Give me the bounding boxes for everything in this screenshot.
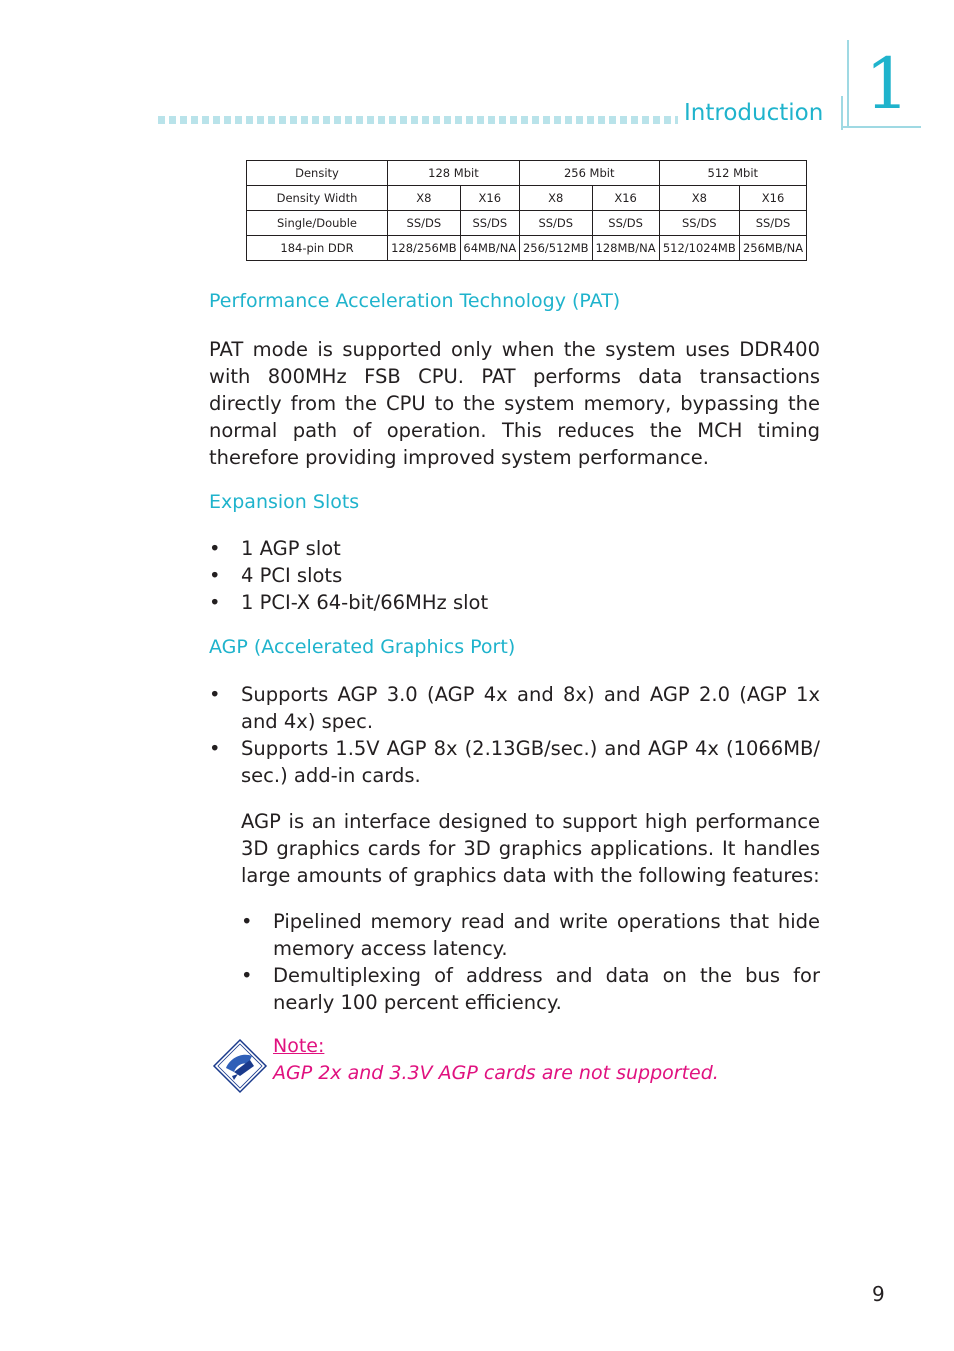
bullet: • — [241, 910, 253, 933]
note-label: Note: — [273, 1035, 325, 1057]
page-number: 9 — [872, 1282, 885, 1306]
table-cell: X8 — [659, 186, 739, 211]
bullet: • — [209, 564, 221, 587]
table-cell: 128 Mbit — [388, 161, 520, 186]
table-cell: Density — [247, 161, 388, 186]
table-cell: 256/512MB — [519, 236, 592, 261]
table-cell: X16 — [740, 186, 807, 211]
table-cell: 184-pin DDR — [247, 236, 388, 261]
table-cell: 128MB/NA — [592, 236, 659, 261]
table-cell: 256MB/NA — [740, 236, 807, 261]
table-cell: X16 — [460, 186, 519, 211]
expansion-heading: Expansion Slots — [209, 491, 360, 513]
table-row — [247, 186, 807, 211]
table-row — [247, 236, 807, 261]
table-header-row — [247, 161, 807, 186]
table-cell: X8 — [388, 186, 461, 211]
list-item: • Supports 1.5V AGP 8x (2.13GB/sec.) and AGP 4x (1066MB/ sec.) add-in cards. — [209, 737, 820, 787]
table-cell: SS/DS — [388, 211, 461, 236]
bullet: • — [241, 964, 253, 987]
chapter-number: 1 — [865, 43, 910, 125]
pat-paragraph: PAT mode is supported only when the system uses DDR400 with 800MHz FSB CPU. PAT performs data transactions directly from the CPU to the system memory, bypassing the normal path of operation. This reduces the MCH timing therefore providing improved system performance. — [209, 338, 820, 469]
table-cell: SS/DS — [659, 211, 739, 236]
table-cell: X16 — [592, 186, 659, 211]
note-text: AGP 2x and 3.3V AGP cards are not supported. — [273, 1062, 719, 1084]
list-item: • 4 PCI slots — [209, 564, 343, 587]
table-cell: Single/Double — [247, 211, 388, 236]
bullet: • — [209, 537, 221, 560]
pat-heading: Performance Acceleration Technology (PAT) — [209, 290, 621, 312]
table-cell: 512/1024MB — [659, 236, 739, 261]
table-cell: 256 Mbit — [519, 161, 659, 186]
table-cell: X8 — [519, 186, 592, 211]
table-cell: 64MB/NA — [460, 236, 519, 261]
bullet: • — [209, 683, 221, 706]
agp-paragraph: AGP is an interface designed to support high performance 3D graphics cards for 3D graphics applications. It handles large amounts of graphics data with the following features: — [241, 810, 820, 887]
table-cell: Density Width — [247, 186, 388, 211]
table-cell: SS/DS — [592, 211, 659, 236]
list-item: • Supports AGP 3.0 (AGP 4x and 8x) and AGP 2.0 (AGP 1x and 4x) spec. — [209, 683, 820, 733]
table-cell: SS/DS — [460, 211, 519, 236]
list-item: • 1 PCI-X 64-bit/66MHz slot — [209, 591, 489, 614]
note-pencil-icon — [212, 1038, 268, 1094]
bullet: • — [209, 591, 221, 614]
bullet: • — [209, 737, 221, 760]
table-cell: SS/DS — [740, 211, 807, 236]
table-cell: 128/256MB — [388, 236, 461, 261]
agp-heading: AGP (Accelerated Graphics Port) — [209, 636, 516, 658]
table-cell: SS/DS — [519, 211, 592, 236]
header-dotted-rule — [158, 116, 678, 124]
table-cell: 512 Mbit — [659, 161, 806, 186]
chapter-marker — [841, 40, 921, 130]
chapter-title: Introduction — [684, 100, 824, 126]
list-item: • Demultiplexing of address and data on the bus for nearly 100 percent efficiency. — [241, 964, 820, 1014]
table-row — [247, 211, 807, 236]
list-item: • 1 AGP slot — [209, 537, 341, 560]
memory-configuration-table — [246, 160, 807, 261]
list-item: • Pipelined memory read and write operations that hide memory access latency. — [241, 910, 820, 960]
